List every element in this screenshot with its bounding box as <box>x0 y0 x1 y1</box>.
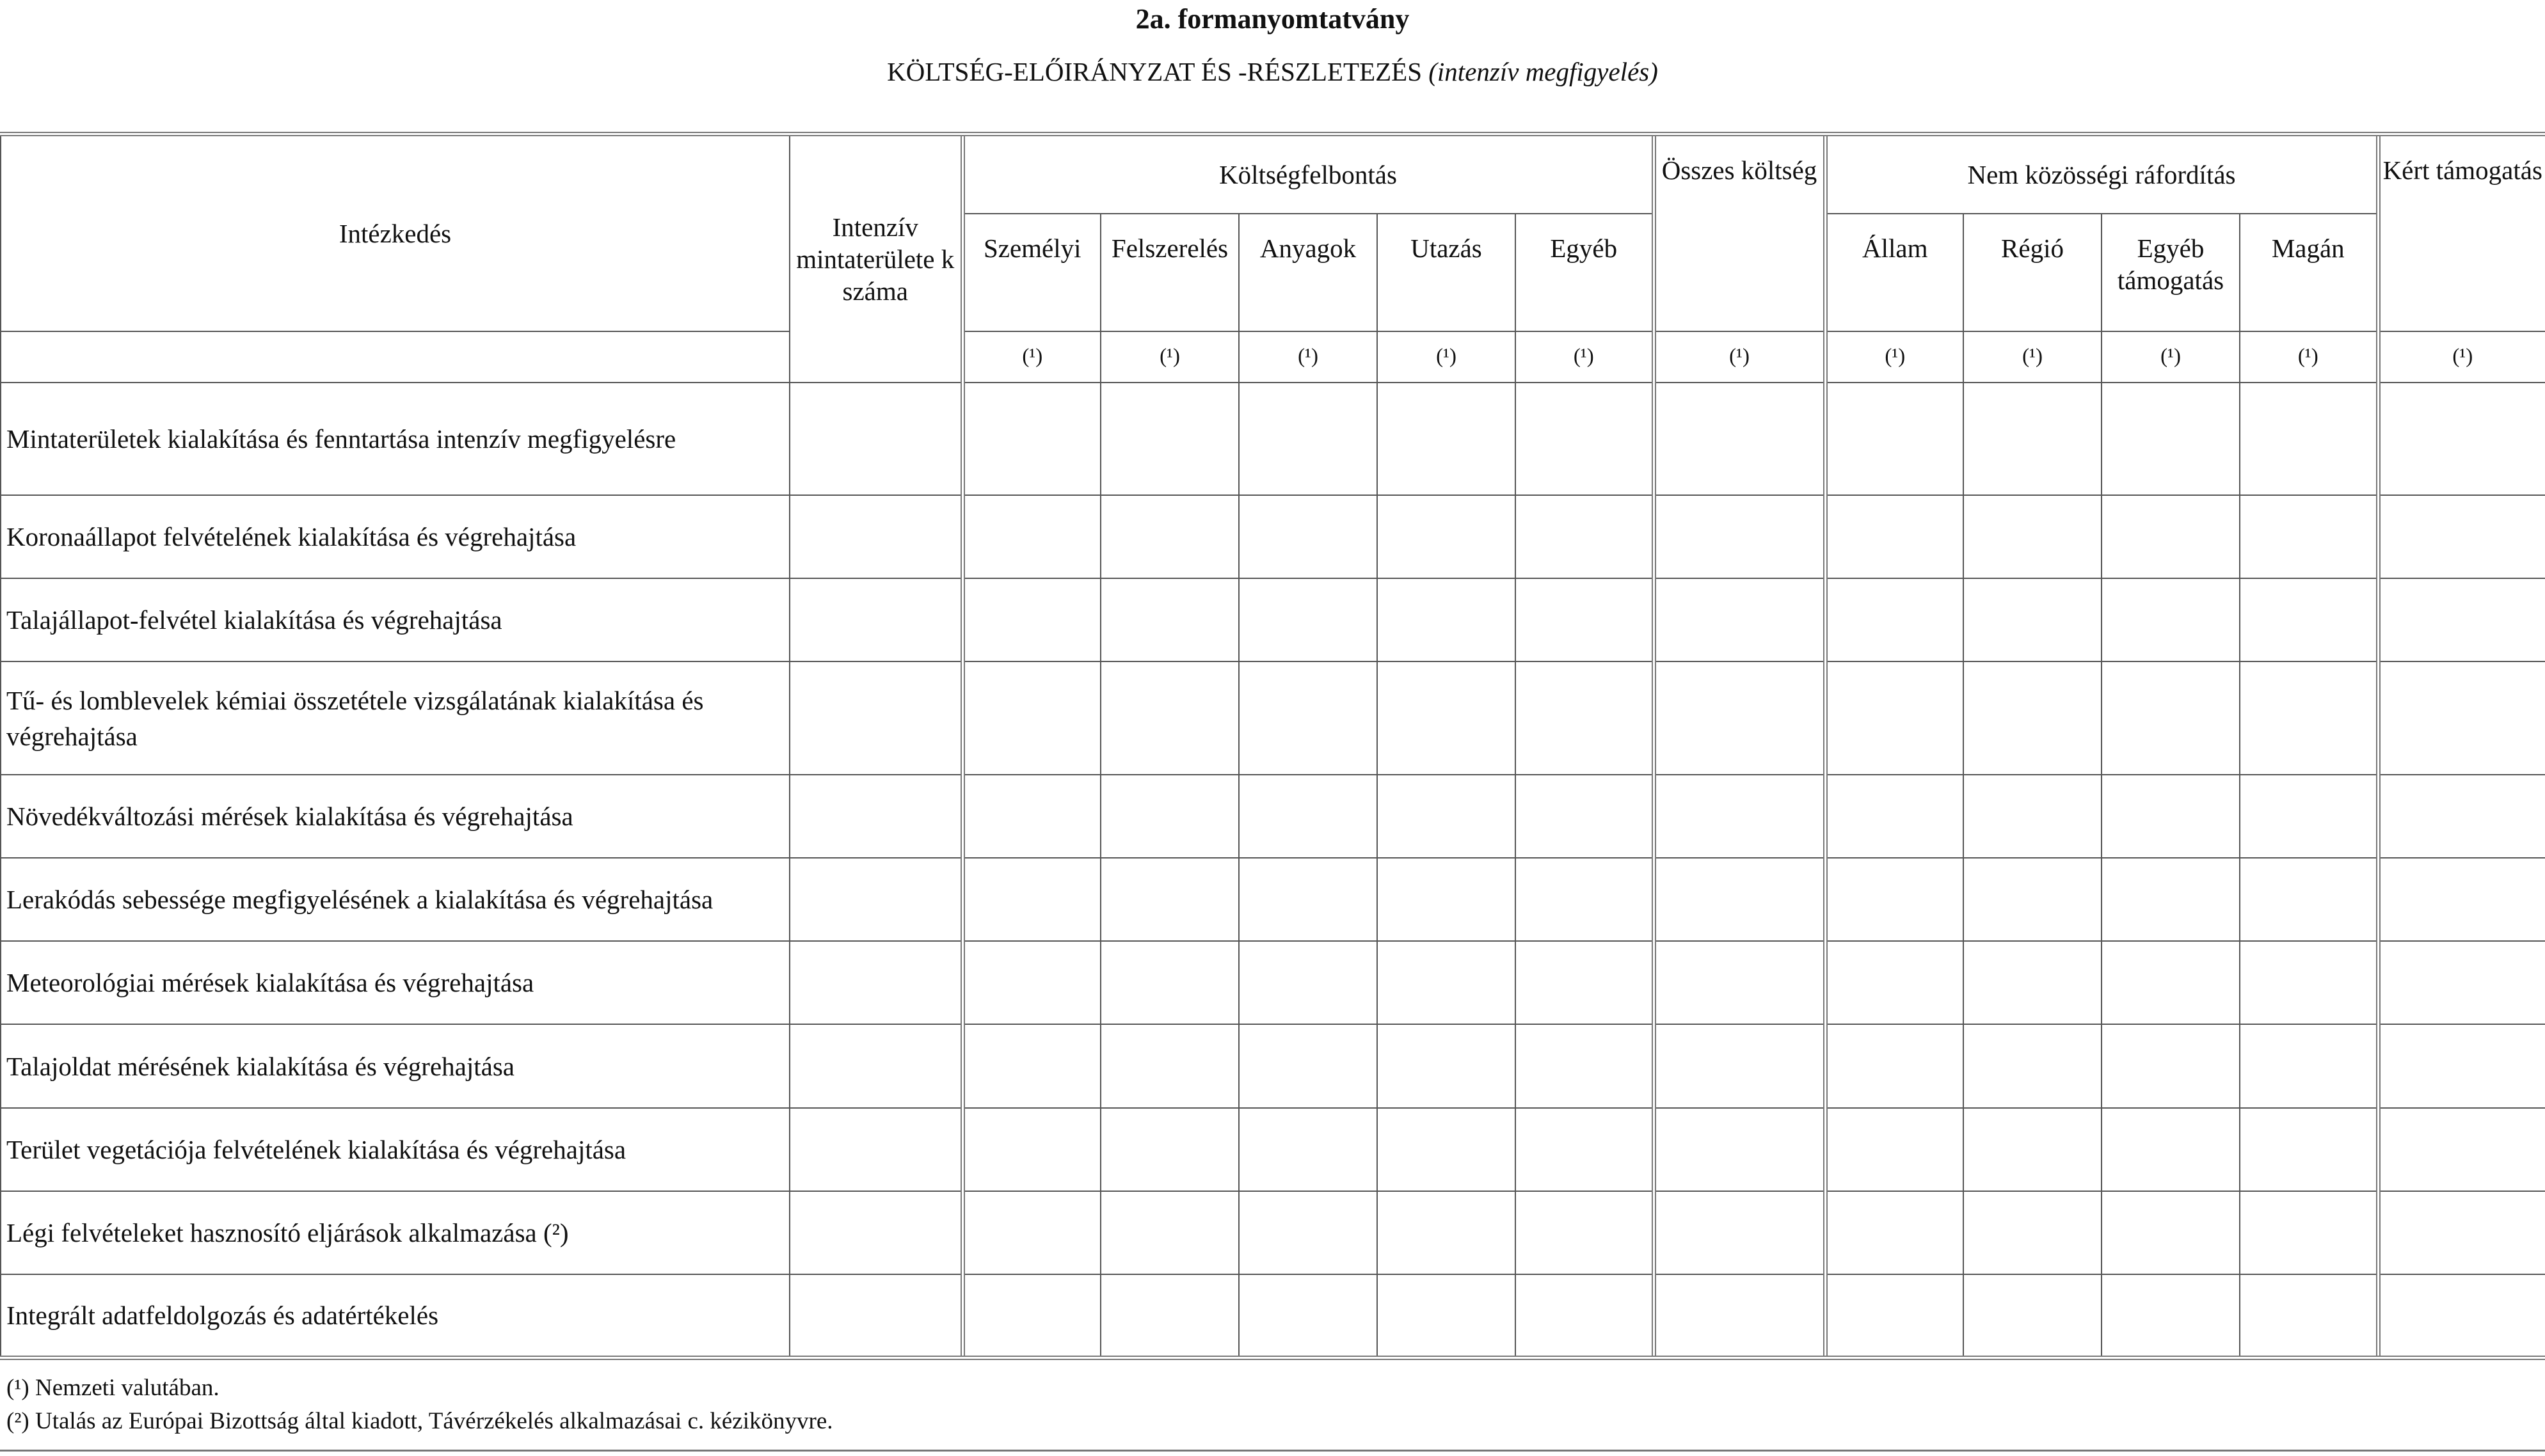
entry-cell[interactable] <box>1101 941 1239 1024</box>
header-requested-support: Kért támogatás <box>2378 134 2545 331</box>
entry-cell[interactable] <box>2378 1108 2545 1191</box>
table-row <box>1 578 2545 661</box>
entry-cell[interactable] <box>1654 661 1825 774</box>
unit-marker: (¹) <box>962 331 1101 383</box>
entry-cell[interactable] <box>2240 578 2378 661</box>
entry-cell[interactable] <box>1825 578 1963 661</box>
entry-cell[interactable] <box>1963 1191 2102 1274</box>
entry-cell[interactable] <box>1101 858 1239 941</box>
entry-cell[interactable] <box>1515 1191 1654 1274</box>
header-travel: Utazás <box>1377 214 1515 331</box>
entry-cell[interactable] <box>1825 661 1963 774</box>
entry-cell[interactable] <box>2240 1274 2378 1357</box>
entry-cell[interactable] <box>2240 1108 2378 1191</box>
entry-cell[interactable] <box>1101 1108 1239 1191</box>
entry-cell[interactable] <box>1239 661 1377 774</box>
entry-cell[interactable] <box>2102 661 2240 774</box>
entry-cell[interactable] <box>1515 858 1654 941</box>
entry-cell[interactable] <box>1654 1274 1825 1357</box>
entry-cell[interactable] <box>1963 858 2102 941</box>
entry-cell[interactable] <box>962 941 1101 1024</box>
entry-cell[interactable] <box>1239 858 1377 941</box>
entry-cell[interactable] <box>1515 1024 1654 1107</box>
table-row <box>1 661 2545 774</box>
table-body <box>1 383 2545 1358</box>
entry-cell[interactable] <box>1515 941 1654 1024</box>
subtitle-italic: (intenzív megfigyelés) <box>1428 57 1658 86</box>
measure-label: Meteorológiai mérések kialakítása és végrehajtása <box>1 941 790 1024</box>
table-row <box>1 495 2545 578</box>
entry-cell[interactable] <box>790 858 962 941</box>
entry-cell[interactable] <box>1515 578 1654 661</box>
entry-cell[interactable] <box>1654 1191 1825 1274</box>
entry-cell[interactable] <box>1825 495 1963 578</box>
entry-cell[interactable] <box>1963 383 2102 495</box>
entry-cell[interactable] <box>2240 1191 2378 1274</box>
measure-label: Légi felvételeket hasznosító eljárások alkalmazása (²) <box>1 1191 790 1274</box>
table-row <box>1 383 2545 495</box>
entry-cell[interactable] <box>1515 383 1654 495</box>
entry-cell[interactable] <box>1963 775 2102 858</box>
entry-cell[interactable] <box>1377 858 1515 941</box>
entry-cell[interactable] <box>1239 383 1377 495</box>
entry-cell[interactable] <box>1239 1274 1377 1357</box>
entry-cell[interactable] <box>962 775 1101 858</box>
cost-estimate-table <box>0 132 2545 1360</box>
header-measure: Intézkedés <box>1 134 790 331</box>
entry-cell[interactable] <box>1515 1108 1654 1191</box>
entry-cell[interactable] <box>1239 495 1377 578</box>
header-private: Magán <box>2240 214 2378 331</box>
entry-cell[interactable] <box>1101 1274 1239 1357</box>
entry-cell[interactable] <box>1239 578 1377 661</box>
entry-cell[interactable] <box>1515 495 1654 578</box>
header-plot-count: Intenzív mintaterülete k száma <box>790 134 962 383</box>
entry-cell[interactable] <box>790 941 962 1024</box>
entry-cell[interactable] <box>1239 1108 1377 1191</box>
entry-cell[interactable] <box>962 1024 1101 1107</box>
measure-label: Terület vegetációja felvételének kialakítása és végrehajtása <box>1 1108 790 1191</box>
entry-cell[interactable] <box>1377 578 1515 661</box>
entry-cell[interactable] <box>1825 383 1963 495</box>
measure-label: Tű- és lomblevelek kémiai összetétele vizsgálatának kialakítása és végrehajtása <box>1 661 790 774</box>
entry-cell[interactable] <box>1377 1108 1515 1191</box>
entry-cell[interactable] <box>2102 775 2240 858</box>
entry-cell[interactable] <box>962 495 1101 578</box>
entry-cell[interactable] <box>1101 775 1239 858</box>
entry-cell[interactable] <box>2240 383 2378 495</box>
entry-cell[interactable] <box>962 383 1101 495</box>
measure-label: Mintaterületek kialakítása és fenntartása intenzív megfigyelésre <box>1 383 790 495</box>
measure-label: Lerakódás sebessége megfigyelésének a kialakítása és végrehajtása <box>1 858 790 941</box>
entry-cell[interactable] <box>962 1191 1101 1274</box>
entry-cell[interactable] <box>2378 495 2545 578</box>
entry-cell[interactable] <box>1377 495 1515 578</box>
entry-cell[interactable] <box>1515 775 1654 858</box>
entry-cell[interactable] <box>1654 383 1825 495</box>
entry-cell[interactable] <box>2378 578 2545 661</box>
entry-cell[interactable] <box>1515 1274 1654 1357</box>
entry-cell[interactable] <box>2240 941 2378 1024</box>
header-measure-unit-empty <box>1 331 790 383</box>
entry-cell[interactable] <box>1377 1274 1515 1357</box>
entry-cell[interactable] <box>1963 495 2102 578</box>
footnote-2: (²) Utalás az Európai Bizottság által kiadott, Távérzékelés alkalmazásai c. kézikönyvre. <box>6 1408 833 1434</box>
entry-cell[interactable] <box>1377 775 1515 858</box>
entry-cell[interactable] <box>790 1274 962 1357</box>
entry-cell[interactable] <box>2378 383 2545 495</box>
entry-cell[interactable] <box>1963 1108 2102 1191</box>
entry-cell[interactable] <box>2378 858 2545 941</box>
entry-cell[interactable] <box>790 1108 962 1191</box>
header-non-community: Nem közösségi ráfordítás <box>1825 134 2378 214</box>
unit-marker: (¹) <box>1963 331 2102 383</box>
entry-cell[interactable] <box>2378 1191 2545 1274</box>
entry-cell[interactable] <box>1825 1108 1963 1191</box>
entry-cell[interactable] <box>1239 1191 1377 1274</box>
unit-marker: (¹) <box>1239 331 1377 383</box>
entry-cell[interactable] <box>2378 941 2545 1024</box>
unit-marker: (¹) <box>2378 331 2545 383</box>
table-row <box>1 1108 2545 1191</box>
entry-cell[interactable] <box>1654 858 1825 941</box>
header-total-cost: Összes költség <box>1654 134 1825 331</box>
entry-cell[interactable] <box>1377 941 1515 1024</box>
entry-cell[interactable] <box>790 383 962 495</box>
entry-cell[interactable] <box>1654 941 1825 1024</box>
measure-label: Talajoldat mérésének kialakítása és végrehajtása <box>1 1024 790 1107</box>
unit-marker: (¹) <box>1654 331 1825 383</box>
bottom-rule <box>0 1450 2545 1452</box>
entry-cell[interactable] <box>1377 1191 1515 1274</box>
entry-cell[interactable] <box>2102 1024 2240 1107</box>
entry-cell[interactable] <box>1963 661 2102 774</box>
entry-cell[interactable] <box>1239 1024 1377 1107</box>
entry-cell[interactable] <box>790 1191 962 1274</box>
entry-cell[interactable] <box>1654 1024 1825 1107</box>
entry-cell[interactable] <box>2102 1191 2240 1274</box>
entry-cell[interactable] <box>962 1108 1101 1191</box>
form-subtitle <box>0 54 2545 90</box>
entry-cell[interactable] <box>1963 1024 2102 1107</box>
entry-cell[interactable] <box>1101 578 1239 661</box>
entry-cell[interactable] <box>1654 578 1825 661</box>
header-state: Állam <box>1825 214 1963 331</box>
measure-label: Integrált adatfeldolgozás és adatértékelés <box>1 1274 790 1357</box>
entry-cell[interactable] <box>790 495 962 578</box>
header-other-support: Egyéb támogatás <box>2102 214 2240 331</box>
entry-cell[interactable] <box>962 858 1101 941</box>
entry-cell[interactable] <box>1825 1024 1963 1107</box>
entry-cell[interactable] <box>1239 941 1377 1024</box>
entry-cell[interactable] <box>2378 661 2545 774</box>
table-row <box>1 858 2545 941</box>
header-materials: Anyagok <box>1239 214 1377 331</box>
entry-cell[interactable] <box>2102 578 2240 661</box>
entry-cell[interactable] <box>1101 383 1239 495</box>
subtitle-main: KÖLTSÉG-ELŐIRÁNYZAT ÉS -RÉSZLETEZÉS <box>887 57 1423 86</box>
measure-label: Talajállapot-felvétel kialakítása és végrehajtása <box>1 578 790 661</box>
table-row <box>1 775 2545 858</box>
entry-cell[interactable] <box>2102 383 2240 495</box>
entry-cell[interactable] <box>1101 1024 1239 1107</box>
entry-cell[interactable] <box>1825 858 1963 941</box>
entry-cell[interactable] <box>1825 775 1963 858</box>
entry-cell[interactable] <box>1825 1191 1963 1274</box>
entry-cell[interactable] <box>1963 578 2102 661</box>
unit-marker: (¹) <box>1377 331 1515 383</box>
entry-cell[interactable] <box>1963 941 2102 1024</box>
entry-cell[interactable] <box>2102 858 2240 941</box>
entry-cell[interactable] <box>2240 775 2378 858</box>
entry-cell[interactable] <box>962 661 1101 774</box>
footnotes <box>6 1372 833 1438</box>
entry-cell[interactable] <box>2378 1024 2545 1107</box>
entry-cell[interactable] <box>1101 1191 1239 1274</box>
entry-cell[interactable] <box>790 578 962 661</box>
unit-marker: (¹) <box>2102 331 2240 383</box>
measure-label: Növedékváltozási mérések kialakítása és végrehajtása <box>1 775 790 858</box>
entry-cell[interactable] <box>2240 1024 2378 1107</box>
header-region: Régió <box>1963 214 2102 331</box>
entry-cell[interactable] <box>790 661 962 774</box>
entry-cell[interactable] <box>1654 775 1825 858</box>
header-equipment: Felszerelés <box>1101 214 1239 331</box>
footnote-1: (¹) Nemzeti valutában. <box>6 1375 219 1401</box>
entry-cell[interactable] <box>2102 1108 2240 1191</box>
entry-cell[interactable] <box>1101 661 1239 774</box>
entry-cell[interactable] <box>1101 495 1239 578</box>
entry-cell[interactable] <box>790 775 962 858</box>
entry-cell[interactable] <box>1239 775 1377 858</box>
entry-cell[interactable] <box>1963 1274 2102 1357</box>
header-other: Egyéb <box>1515 214 1654 331</box>
table-row <box>1 1274 2545 1357</box>
entry-cell[interactable] <box>2102 1274 2240 1357</box>
entry-cell[interactable] <box>2378 775 2545 858</box>
entry-cell[interactable] <box>1377 383 1515 495</box>
entry-cell[interactable] <box>1654 1108 1825 1191</box>
entry-cell[interactable] <box>2240 858 2378 941</box>
table-row <box>1 941 2545 1024</box>
unit-marker: (¹) <box>1101 331 1239 383</box>
unit-marker: (¹) <box>1825 331 1963 383</box>
table-row <box>1 1024 2545 1107</box>
entry-cell[interactable] <box>2102 495 2240 578</box>
form-title: 2a. formanyomtatvány <box>1135 3 1410 35</box>
entry-cell[interactable] <box>2102 941 2240 1024</box>
entry-cell[interactable] <box>1825 941 1963 1024</box>
entry-cell[interactable] <box>1825 1274 1963 1357</box>
entry-cell[interactable] <box>2378 1274 2545 1357</box>
header-cost-breakdown: Költségfelbontás <box>962 134 1654 214</box>
entry-cell[interactable] <box>790 1024 962 1107</box>
unit-marker: (¹) <box>2240 331 2378 383</box>
entry-cell[interactable] <box>2240 495 2378 578</box>
entry-cell[interactable] <box>1515 661 1654 774</box>
entry-cell[interactable] <box>1654 495 1825 578</box>
entry-cell[interactable] <box>962 578 1101 661</box>
table-row <box>1 1191 2545 1274</box>
entry-cell[interactable] <box>2240 661 2378 774</box>
entry-cell[interactable] <box>1377 1024 1515 1107</box>
unit-marker: (¹) <box>1515 331 1654 383</box>
measure-label: Koronaállapot felvételének kialakítása és végrehajtása <box>1 495 790 578</box>
entry-cell[interactable] <box>1377 661 1515 774</box>
entry-cell[interactable] <box>962 1274 1101 1357</box>
header-personal: Személyi <box>962 214 1101 331</box>
